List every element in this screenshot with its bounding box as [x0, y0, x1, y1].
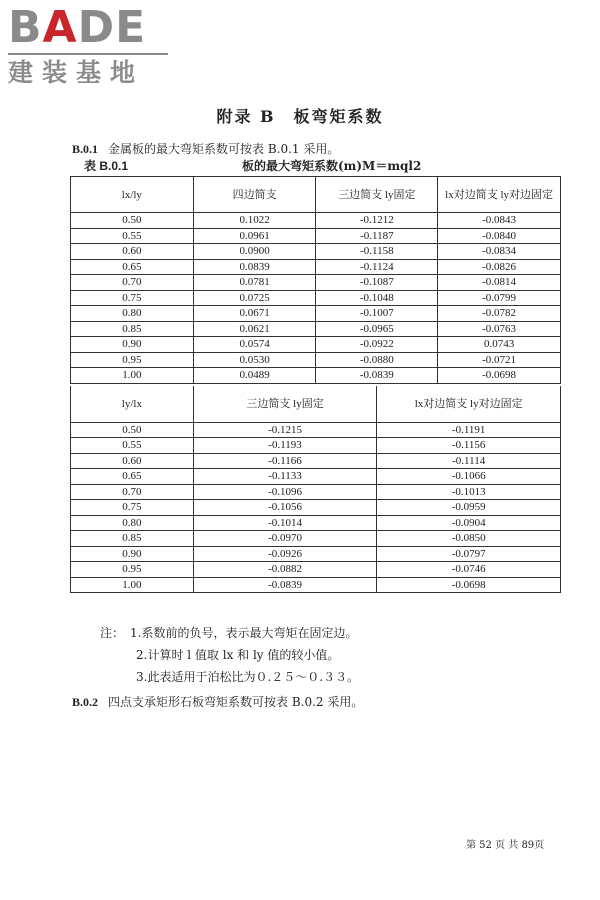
table-cell: 0.0900 [193, 244, 316, 260]
table-row [71, 321, 561, 337]
table-cell: -0.0839 [193, 577, 377, 593]
header-cell: lx对边简支 ly对边固定 [377, 386, 561, 422]
table-cell: -0.0797 [377, 546, 561, 562]
table-cell: -0.0922 [316, 337, 438, 353]
table-cell: 0.85 [71, 321, 194, 337]
table-cell: -0.1193 [193, 438, 377, 454]
table-row [71, 515, 561, 531]
table-cell: 0.70 [71, 484, 194, 500]
page-footer: 第 52 页 共 89页 [466, 840, 545, 851]
table-label: 表 B.0.1 [84, 159, 129, 173]
table-cell: -0.1007 [316, 306, 438, 322]
table-cell: -0.0782 [438, 306, 561, 322]
table-cell: 0.55 [71, 438, 194, 454]
table-cell: -0.0882 [193, 562, 377, 578]
table-cell: -0.0698 [438, 368, 561, 384]
paragraph-b01 [72, 140, 339, 157]
table-row [71, 484, 561, 500]
table-cell: -0.1048 [316, 290, 438, 306]
table-cell: -0.1212 [316, 213, 438, 229]
table-row [71, 290, 561, 306]
table-cell: -0.1056 [193, 500, 377, 516]
paragraph-b02 [72, 693, 363, 710]
logo-wordmark: BADE [8, 2, 147, 53]
logo-subtitle: 建装基地 [8, 58, 145, 87]
table-cell: 0.50 [71, 213, 194, 229]
table-row [71, 368, 561, 384]
table-cell: 0.90 [71, 546, 194, 562]
table-row [71, 531, 561, 547]
table-cell: -0.0799 [438, 290, 561, 306]
table-cell: 0.85 [71, 531, 194, 547]
table-cell: 0.0839 [193, 259, 316, 275]
table-cell: 0.90 [71, 337, 194, 353]
header-cell: lx/ly [71, 177, 194, 213]
table-cell: -0.0926 [193, 546, 377, 562]
table-cell: -0.0826 [438, 259, 561, 275]
header-cell: 三边简支 ly固定 [316, 177, 438, 213]
logo-rule [8, 53, 168, 55]
table-cell: -0.1156 [377, 438, 561, 454]
table-row [71, 228, 561, 244]
table-cell: -0.1013 [377, 484, 561, 500]
table-cell: -0.0814 [438, 275, 561, 291]
table-row [71, 438, 561, 454]
table-cell: 0.70 [71, 275, 194, 291]
table-row [71, 259, 561, 275]
table-cell: -0.1191 [377, 422, 561, 438]
table-cell: 0.0725 [193, 290, 316, 306]
clause-number: B.0.2 [72, 695, 99, 709]
table-cell: -0.1166 [193, 453, 377, 469]
table-row [71, 453, 561, 469]
logo [8, 2, 178, 90]
table-cell: -0.1114 [377, 453, 561, 469]
table-caption: 板的最大弯矩系数(m)M＝mql2 [242, 159, 422, 173]
moment-table-lower [70, 386, 561, 593]
table-cell: -0.0698 [377, 577, 561, 593]
table-cell: -0.1014 [193, 515, 377, 531]
table-cell: -0.0746 [377, 562, 561, 578]
appendix-title: 附录 B 板弯矩系数 [216, 107, 384, 126]
table-cell: 0.0530 [193, 352, 316, 368]
table-cell: 0.0574 [193, 337, 316, 353]
table-cell: 0.65 [71, 469, 194, 485]
table-cell: -0.0763 [438, 321, 561, 337]
table-cell: -0.0834 [438, 244, 561, 260]
table-cell: 0.0781 [193, 275, 316, 291]
table-cell: 0.60 [71, 244, 194, 260]
table-cell: 0.80 [71, 515, 194, 531]
table-cell: -0.1215 [193, 422, 377, 438]
table-row [71, 337, 561, 353]
table-cell: 0.1022 [193, 213, 316, 229]
clause-text: 金属板的最大弯矩系数可按表 B.0.1 采用。 [108, 142, 340, 156]
table-cell: 0.95 [71, 352, 194, 368]
header-cell: ly/lx [71, 386, 194, 422]
clause-text: 四点支承矩形石板弯矩系数可按表 B.0.2 采用。 [108, 695, 364, 709]
table-cell: 1.00 [71, 577, 194, 593]
header-cell: 四边简支 [193, 177, 316, 213]
table-cell: 1.00 [71, 368, 194, 384]
table-cell: 0.0489 [193, 368, 316, 384]
table-row [71, 422, 561, 438]
table-cell: 0.0743 [438, 337, 561, 353]
header-cell: 三边简支 ly固定 [193, 386, 377, 422]
table-cell: -0.0880 [316, 352, 438, 368]
table-cell: 0.65 [71, 259, 194, 275]
table-row [71, 562, 561, 578]
table-cell: 0.80 [71, 306, 194, 322]
table-cell: -0.1133 [193, 469, 377, 485]
table-cell: -0.0970 [193, 531, 377, 547]
note-item: 2.计算时 l 值取 lx 和 ly 值的较小值。 [136, 648, 340, 662]
table-row [71, 546, 561, 562]
clause-number: B.0.1 [72, 142, 99, 156]
table-cell: 0.0671 [193, 306, 316, 322]
moment-table-upper [70, 176, 561, 384]
table-cell: -0.0850 [377, 531, 561, 547]
table-row [71, 275, 561, 291]
table-cell: 0.60 [71, 453, 194, 469]
table-cell: -0.0959 [377, 500, 561, 516]
table-cell: -0.0839 [316, 368, 438, 384]
table-cell: 0.75 [71, 500, 194, 516]
table-cell: -0.1158 [316, 244, 438, 260]
table-cell: -0.1087 [316, 275, 438, 291]
table-cell: -0.1187 [316, 228, 438, 244]
table-cell: -0.0904 [377, 515, 561, 531]
table-row [71, 577, 561, 593]
table-row [71, 469, 561, 485]
table-row [71, 306, 561, 322]
note-item: 1.系数前的负号，表示最大弯矩在固定边。 [130, 626, 358, 640]
table-cell: 0.95 [71, 562, 194, 578]
table-cell: -0.0843 [438, 213, 561, 229]
note-item: 3.此表适用于泊松比为０.２５～０.３３。 [136, 670, 360, 684]
table-cell: 0.0961 [193, 228, 316, 244]
table-cell: -0.0965 [316, 321, 438, 337]
notes-lead: 注： [100, 626, 125, 640]
notes [100, 622, 359, 688]
table-cell: -0.1066 [377, 469, 561, 485]
table-cell: -0.0840 [438, 228, 561, 244]
table-cell: -0.1124 [316, 259, 438, 275]
table-cell: 0.50 [71, 422, 194, 438]
table-row [71, 213, 561, 229]
table-row [71, 244, 561, 260]
table-cell: 0.0621 [193, 321, 316, 337]
table-cell: -0.0721 [438, 352, 561, 368]
table-cell: 0.55 [71, 228, 194, 244]
table-cell: -0.1096 [193, 484, 377, 500]
table-cell: 0.75 [71, 290, 194, 306]
table-row [71, 500, 561, 516]
header-cell: lx对边简支 ly对边固定 [438, 177, 561, 213]
table-row [71, 352, 561, 368]
